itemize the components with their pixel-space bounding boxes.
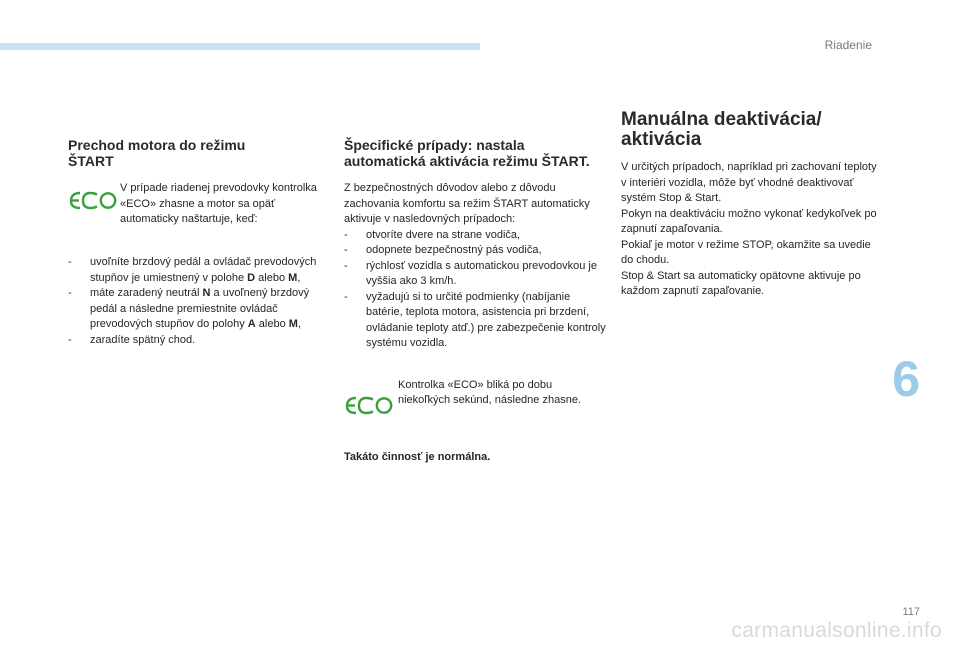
eco-blink-text: Kontrolka «ECO» bliká po dobu niekoľkých sekúnd, následne zhasne. xyxy=(398,378,581,406)
column-special-cases xyxy=(344,137,606,465)
chapter-number: 6 xyxy=(892,351,920,407)
dash-marker: - xyxy=(344,259,348,272)
normal-operation-note: Takáto činnosť je normálna. xyxy=(344,450,491,463)
eco-note-text: V prípade riadenej prevodovky kontrolka «ECO» zhasne a motor sa opäť automaticky naštartuje, keď: xyxy=(120,182,317,225)
paragraph: Pokiaľ je motor v režime STOP, okamžite sa uvedie do chodu. xyxy=(621,238,871,266)
column-start-mode xyxy=(68,137,328,348)
paragraph: Stop & Start sa automaticky opätovne aktivuje po každom zapnutí zapaľovanie. xyxy=(621,269,861,297)
eco-leaf-icon xyxy=(68,189,118,211)
header-accent-bar xyxy=(0,43,480,50)
list-item: - otvoríte dvere na strane vodiča, xyxy=(344,228,606,244)
special-cases-list xyxy=(344,228,606,352)
dash-marker: - xyxy=(344,244,348,256)
heading-manual-deactivation xyxy=(621,110,879,150)
heading-line: automatická aktivácia režimu ŠTART. xyxy=(344,153,590,169)
heading-line: Špecifické prípady: nastala xyxy=(344,137,525,153)
heading-special-cases xyxy=(344,137,606,169)
heading-line: ŠTART xyxy=(68,153,114,169)
list-item: - máte zaradený neutrál N a uvoľnený brzdový pedál a následne premiestnite ovládač prevodových stupňov do polohy A alebo M, xyxy=(68,287,310,330)
start-conditions-list xyxy=(68,255,328,348)
heading-line: Prechod motora do režimu xyxy=(68,137,246,153)
eco-leaf-icon xyxy=(344,394,394,416)
paragraph: V určitých prípadoch, napríklad pri zachovaní teploty v interiéri vozidla, môže byť vhodné deaktivovať systém Stop & Start. xyxy=(621,161,877,204)
eco-note xyxy=(68,181,328,229)
section-title: Riadenie xyxy=(824,38,872,52)
heading-line: Manuálna deaktivácia/ xyxy=(621,109,822,130)
paragraph: Pokyn na deaktiváciu možno vykonať kedykoľvek po zapnutí zapaľovania. xyxy=(621,207,877,235)
eco-blink-note xyxy=(344,378,606,438)
page-number: 117 xyxy=(902,606,920,618)
dash-marker: - xyxy=(344,290,348,303)
dash-marker: - xyxy=(68,287,72,299)
list-item: - odopnete bezpečnostný pás vodiča, xyxy=(344,243,606,259)
heading-start-mode xyxy=(68,137,328,169)
manual-deactivation-body xyxy=(621,160,879,300)
column-manual-deactivation xyxy=(621,110,879,300)
special-cases-intro: Z bezpečnostných dôvodov alebo z dôvodu zachovania komfortu sa režim ŠTART automaticky aktivuje v nasledovných prípadoch: xyxy=(344,182,590,225)
list-item: - rýchlosť vozidla s automatickou prevodovkou je vyššia ako 3 km/h. xyxy=(344,259,597,287)
dash-marker: - xyxy=(68,333,72,346)
dash-marker: - xyxy=(344,228,348,241)
dash-marker: - xyxy=(68,256,72,268)
list-item: - vyžadujú si to určité podmienky (nabíjanie batérie, teplota motora, asistencia pri brzdení, ovládanie teploty atď.) pre zabezpečenie kontroly systému vozidla. xyxy=(344,290,606,349)
list-item: - zaradíte spätný chod. xyxy=(68,333,328,349)
watermark: carmanualsonline.info xyxy=(731,619,942,642)
list-item: - uvoľníte brzdový pedál a ovládač prevodových stupňov je umiestnený v polohe D alebo M, xyxy=(68,256,317,284)
heading-line: aktivácia xyxy=(621,129,702,150)
